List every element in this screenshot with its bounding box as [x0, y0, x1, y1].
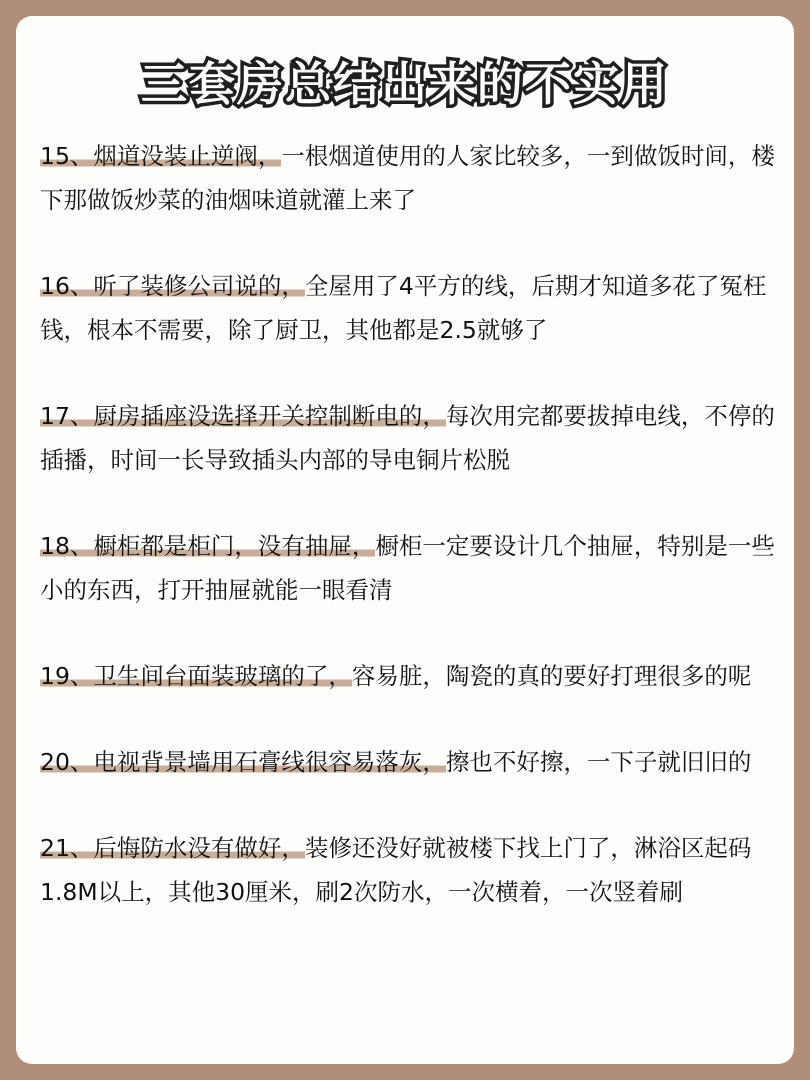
item-text: 每次用完都要拔掉电线，不停的插播，时间一长导致插头内部的导电铜片松脱 [40, 402, 775, 474]
list-item [40, 524, 780, 612]
title-wrap [16, 54, 794, 114]
tips-list [40, 134, 780, 956]
item-highlight: 18、橱柜都是柜门，没有抽屉， [40, 532, 376, 560]
item-highlight: 19、卫生间台面装玻璃的了， [40, 662, 352, 690]
item-text: 容易脏，陶瓷的真的要好打理很多的呢 [351, 662, 752, 690]
item-highlight: 21、后悔防水没有做好， [40, 834, 305, 862]
page-title: 三套房总结出来的不实用 [135, 54, 675, 114]
item-highlight: 15、烟道没装止逆阀， [40, 142, 282, 170]
list-item [40, 826, 780, 914]
item-text: 擦也不好擦，一下子就旧旧的 [445, 748, 752, 776]
list-item [40, 654, 780, 698]
content-card [16, 16, 794, 1064]
item-text: 一根烟道使用的人家比较多，一到做饭时间，楼下那做饭炒菜的油烟味道就灌上来了 [40, 142, 775, 214]
item-text: 装修还没好就被楼下找上门了，淋浴区起码1.8M以上，其他30厘米，刷2次防水，一次横着，一次竖着刷 [40, 834, 752, 906]
item-highlight: 17、厨房插座没选择开关控制断电的， [40, 402, 446, 430]
list-item [40, 264, 780, 352]
item-text: 橱柜一定要设计几个抽屉，特别是一些小的东西，打开抽屉就能一眼看清 [40, 532, 775, 604]
list-item [40, 740, 780, 784]
list-item [40, 394, 780, 482]
list-item [40, 134, 780, 222]
item-highlight: 16、听了装修公司说的， [40, 272, 305, 300]
item-text: 全屋用了4平方的线，后期才知道多花了冤枉钱，根本不需要，除了厨卫，其他都是2.5就够了 [40, 272, 767, 344]
item-highlight: 20、电视背景墙用石膏线很容易落灰， [40, 748, 446, 776]
